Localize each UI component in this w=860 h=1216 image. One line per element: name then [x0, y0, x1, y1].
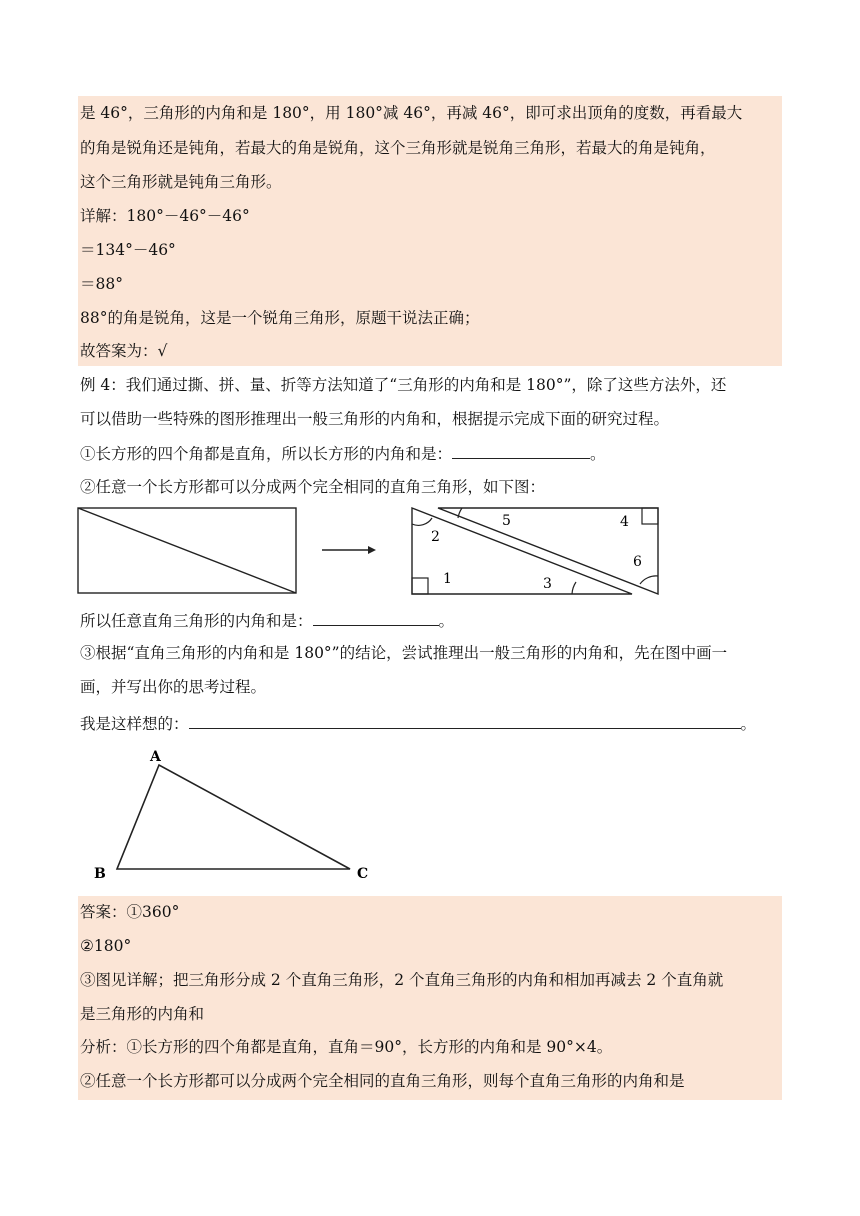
question-3-prompt: [80, 713, 756, 734]
question-3-line-2: 画，并写出你的思考过程。: [80, 678, 267, 696]
answer-shaded-block: [78, 896, 782, 1100]
question-1: [80, 443, 606, 464]
right-angle-mark-1: [412, 578, 428, 594]
angle-label-1: 1: [443, 571, 452, 587]
analysis-line-1: 是 46°，三角形的内角和是 180°，用 180°减 46°，再减 46°，即可求出顶角的度数，再看最大: [80, 104, 743, 122]
angle-label-4: 4: [620, 514, 629, 530]
question-3-line-1: ③根据“直角三角形的内角和是 180°”的结论，尝试推理出一般三角形的内角和，先在图中画一: [80, 644, 728, 662]
vertex-label-a: A: [150, 749, 161, 765]
rectangle-split-figure: [0, 500, 860, 600]
rectangle-diagonal: [78, 508, 296, 593]
angle-label-3: 3: [543, 576, 552, 592]
solution-line-1: 详解：180°－46°－46°: [80, 207, 250, 225]
angle-arc-6: [640, 576, 658, 584]
question-1-text: ①长方形的四个角都是直角，所以长方形的内角和是：: [80, 445, 453, 463]
analysis-line-3: 这个三角形就是钝角三角形。: [80, 173, 282, 191]
answer-line-2: ②180°: [80, 937, 132, 955]
solution-line-3: ＝88°: [80, 275, 123, 293]
answer-line-3: ③图见详解；把三角形分成 2 个直角三角形，2 个直角三角形的内角和相加再减去 2 个直角就: [80, 971, 724, 989]
analysis-line-2: 的角是锐角还是钝角，若最大的角是锐角，这个三角形就是锐角三角形，若最大的角是钝角，: [80, 139, 716, 157]
question-2-answer-text: 所以任意直角三角形的内角和是：: [80, 612, 313, 630]
question-3-end: 。: [740, 715, 757, 733]
answer-blank-2[interactable]: [313, 610, 439, 626]
arrow-head: [368, 546, 376, 554]
example4-intro-line-1: 例 4：我们通过撕、拼、量、折等方法知道了“三角形的内角和是 180°”，除了这些方法外，还: [80, 376, 727, 394]
example4-intro-line-2: 可以借助一些特殊的图形推理出一般三角形的内角和，根据提示完成下面的研究过程。: [80, 410, 670, 428]
solution-line-2: ＝134°－46°: [80, 241, 176, 259]
answer-blank-3[interactable]: [189, 713, 741, 729]
solution-line-4: 88°的角是锐角，这是一个锐角三角形，原题干说法正确；: [80, 309, 480, 327]
angle-arc-2: [412, 518, 432, 525]
triangle-abc: [117, 765, 350, 869]
final-answer-line: 故答案为：√: [80, 342, 168, 360]
analysis-bottom-line-2: ②任意一个长方形都可以分成两个完全相同的直角三角形，则每个直角三角形的内角和是: [80, 1072, 685, 1090]
angle-label-2: 2: [431, 529, 440, 545]
triangle-abc-figure: [0, 745, 860, 885]
analysis-bottom-line-1: 分析：①长方形的四个角都是直角，直角＝90°，长方形的内角和是 90°×4。: [80, 1038, 613, 1056]
question-2-answer: [80, 610, 454, 631]
vertex-label-b: B: [94, 866, 106, 882]
answer-line-1: 答案：①360°: [80, 903, 180, 921]
angle-label-6: 6: [633, 554, 642, 570]
question-1-end: 。: [590, 445, 606, 463]
right-angle-mark-4: [642, 508, 658, 524]
question-2-end: 。: [438, 612, 455, 630]
question-2: ②任意一个长方形都可以分成两个完全相同的直角三角形，如下图：: [80, 478, 546, 496]
angle-arc-3: [572, 582, 576, 594]
answer-blank-1[interactable]: [452, 443, 590, 459]
vertex-label-c: C: [357, 866, 369, 882]
angle-label-5: 5: [502, 513, 511, 529]
question-3-prompt-text: 我是这样想的：: [80, 715, 189, 733]
answer-line-4: 是三角形的内角和: [80, 1005, 205, 1023]
